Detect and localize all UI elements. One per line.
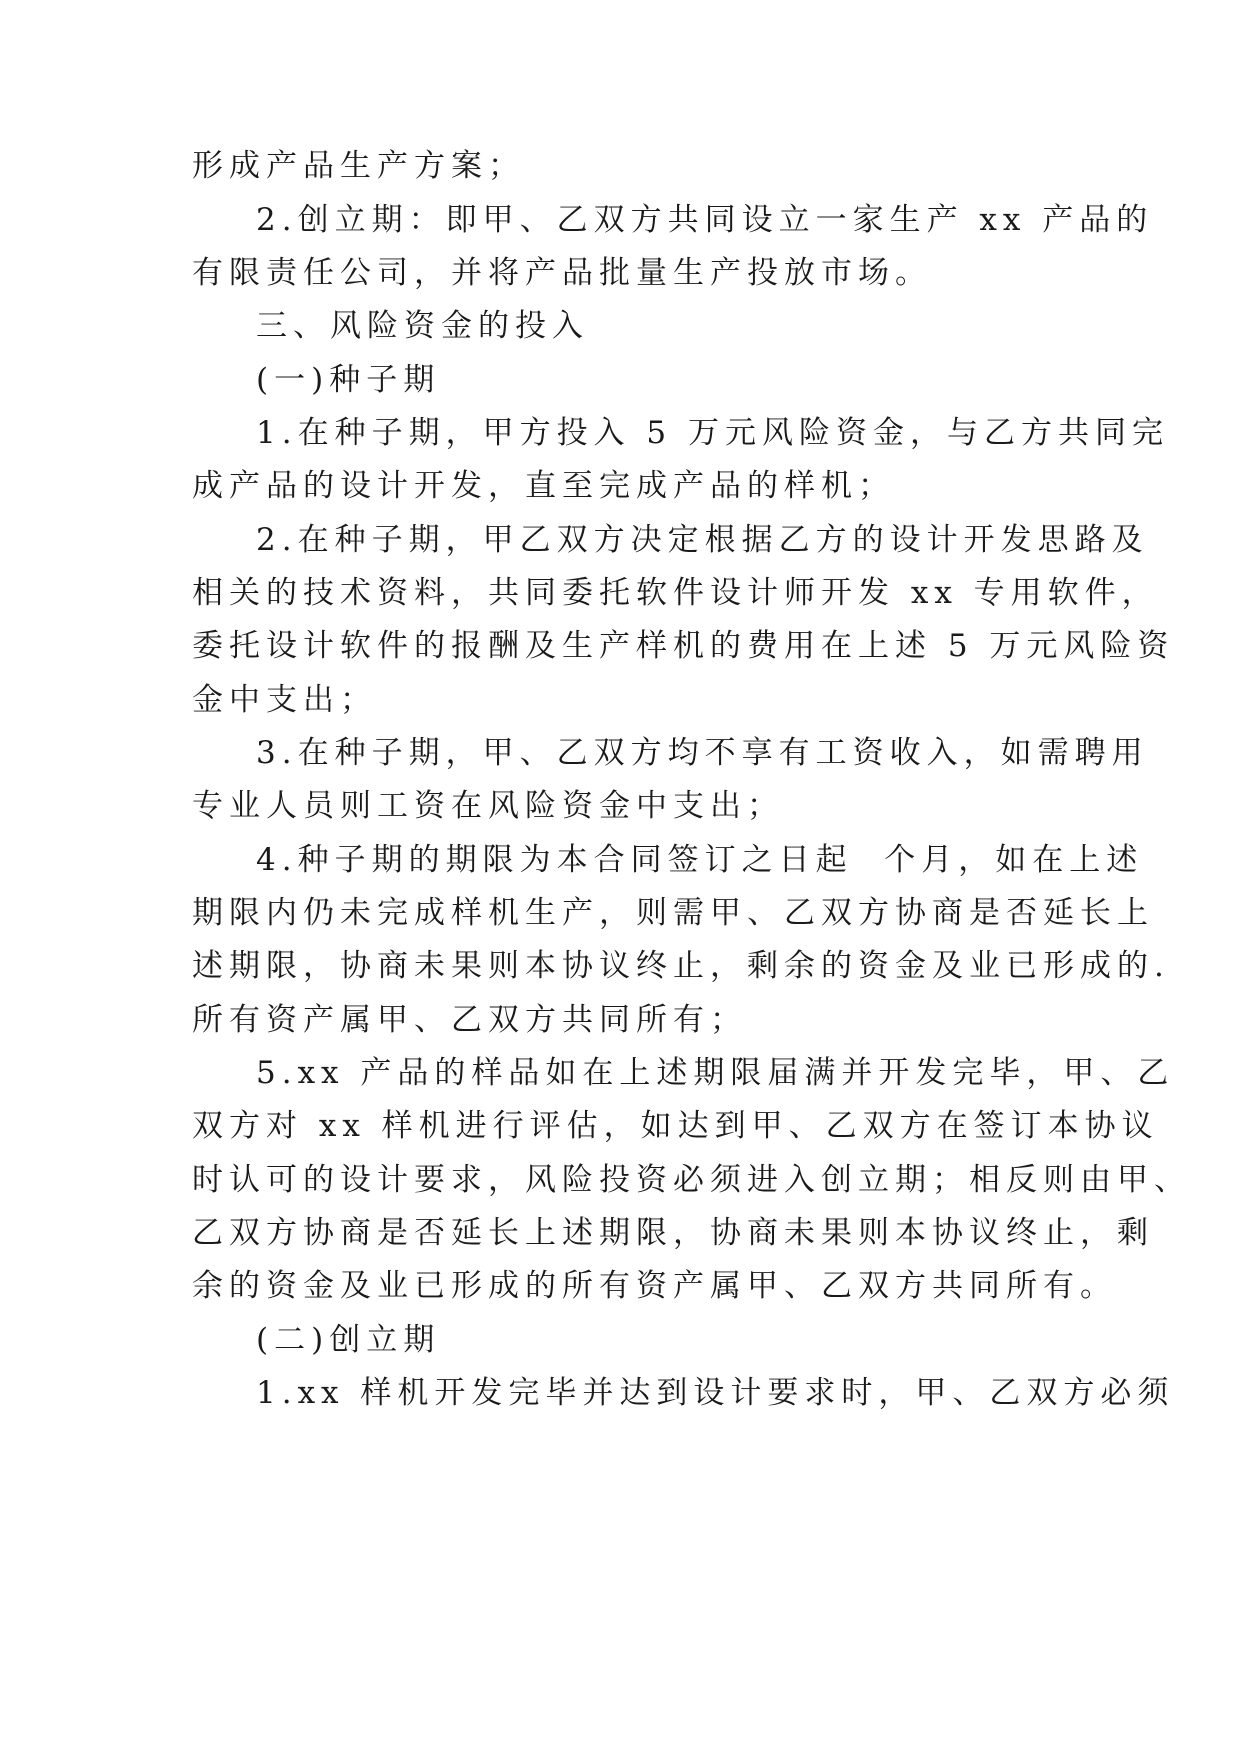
text-line: 4.种子期的期限为本合同签订之日起 个月，如在上述 [256,842,1144,878]
text-line: 专业人员则工资在风险资金中支出； [192,788,784,824]
section-heading: 三、风险资金的投入 [256,308,589,344]
text-line: 余的资金及业已形成的所有资产属甲、乙双方共同所有。 [192,1268,1117,1304]
text-line: 1.在种子期，甲方投入 5 万元风险资金，与乙方共同完 [256,415,1170,451]
text-line: 2.创立期：即甲、乙双方共同设立一家生产 xx 产品的 [256,202,1154,238]
text-line: 3.在种子期，甲、乙双方均不享有工资收入，如需聘用 [256,735,1149,771]
text-line: 金中支出； [192,682,377,718]
subsection-heading: (二)创立期 [256,1322,441,1358]
text-line: 形成产品生产方案； [192,148,525,184]
text-line: 成产品的设计开发，直至完成产品的样机； [192,468,895,504]
text-line: 1.xx 样机开发完毕并达到设计要求时，甲、乙双方必须 [256,1375,1175,1411]
text-line: 2.在种子期，甲乙双方决定根据乙方的设计开发思路及 [256,522,1149,558]
text-line: 有限责任公司，并将产品批量生产投放市场。 [192,255,932,291]
text-line: 所有资产属甲、乙双方共同所有； [192,1002,747,1038]
text-line: 期限内仍未完成样机生产，则需甲、乙双方协商是否延长上 [192,895,1154,931]
text-line: 双方对 xx 样机进行评估，如达到甲、乙双方在签订本协议 [192,1108,1159,1144]
text-line: 乙双方协商是否延长上述期限，协商未果则本协议终止，剩 [192,1215,1154,1251]
text-line: 相关的技术资料，共同委托软件设计师开发 xx 专用软件， [192,575,1159,611]
text-line: 5.xx 产品的样品如在上述期限届满并开发完毕，甲、乙 [256,1055,1175,1091]
text-line: 述期限，协商未果则本协议终止，剩余的资金及业已形成的. [192,948,1170,984]
subsection-heading: (一)种子期 [256,362,441,398]
text-line: 委托设计软件的报酬及生产样机的费用在上述 5 万元风险资 [192,628,1175,664]
text-line: 时认可的设计要求，风险投资必须进入创立期；相反则由甲、 [192,1162,1191,1198]
